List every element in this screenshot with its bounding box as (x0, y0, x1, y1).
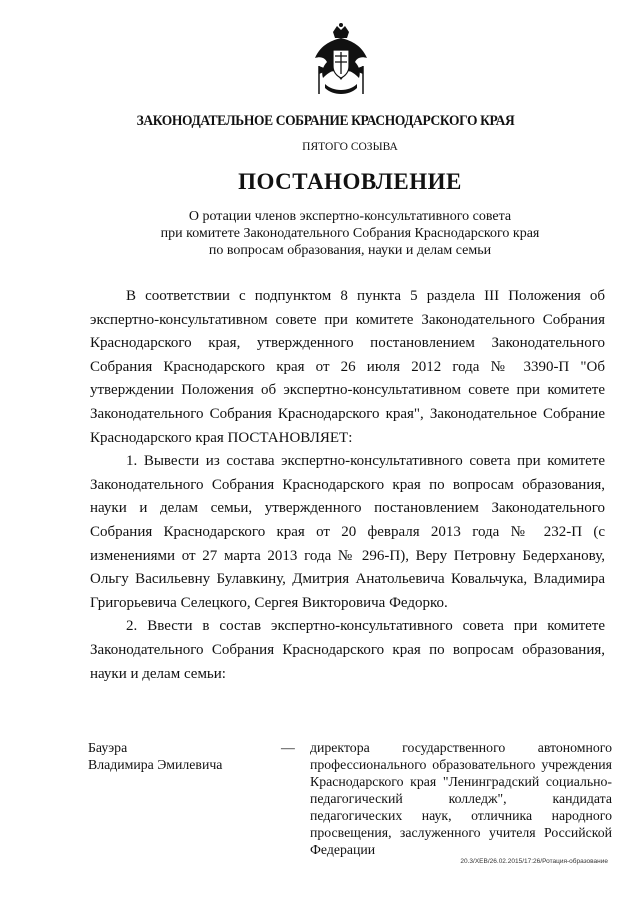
preamble-paragraph: В соответствии с подпунктом 8 пункта 5 раздела III Положения об экспертно-консультативном совете при комитете Законодательного Собрания Краснодарского края, утвержденного постановлением Законодательного Собрания Краснодарского края от 26 июля 2012 года № 3390-П "Об утверждении Положения об экспертно-консультативном совете при комитете Законодательного Собрания Краснодарского края", Законодательное Собрание Краснодарского края ПОСТАНОВЛЯЕТ: (90, 288, 605, 446)
coat-of-arms-icon (311, 22, 371, 98)
appointee-dash: — (281, 740, 295, 755)
organization-title: ЗАКОНОДАТЕЛЬНОЕ СОБРАНИЕ КРАСНОДАРСКОГО КРАЯ (136, 113, 515, 129)
item-2-paragraph: 2. Ввести в состав экспертно-консультативного совета при комитете Законодательного Собрания Краснодарского края по вопросам образования, науки и делам семьи: (90, 618, 605, 682)
item-1-paragraph: 1. Вывести из состава экспертно-консультативного совета при комитете Законодательного Собрания Краснодарского края по вопросам образования, науки и делам семьи, утвержденного постановлением Законодательного Собрания Краснодарского края от 20 февраля 2013 года № 232-П (с изменениями от 27 марта 2013 года № 296-П), Веру Петровну Бедерханову, Ольгу Васильевну Булавкину, Дмитрия Анатольевича Ковальчука, Владимира Григорьевича Селецкого, Сергея Викторовича Федорко. (90, 453, 605, 611)
appointee-surname: Бауэра (88, 740, 128, 755)
appointee-name (88, 739, 268, 773)
subject-line: по вопросам образования, науки и делам семьи (208, 243, 492, 258)
document-body (90, 285, 605, 686)
subject-line: при комитете Законодательного Собрания Краснодарского края (160, 226, 540, 241)
convocation-label: ПЯТОГО СОЗЫВА (302, 141, 398, 153)
subject-line: О ротации членов экспертно-консультативного совета (188, 209, 512, 224)
appointee-given-names: Владимира Эмилевича (88, 757, 223, 772)
file-reference: 20.3/ХЕВ/26.02.2015/17:26/Ротация-образование (460, 858, 608, 865)
appointee-description: директора государственного автономного профессионального образовательного учреждения Краснодарского края "Ленинградский социально-педагогический колледж", кандидата педагогических наук, отличника народного просвещения, заслуженного учителя Российской Федерации (310, 740, 612, 857)
document-subject (30, 208, 640, 259)
document-type-title: ПОСТАНОВЛЕНИЕ (238, 169, 462, 194)
